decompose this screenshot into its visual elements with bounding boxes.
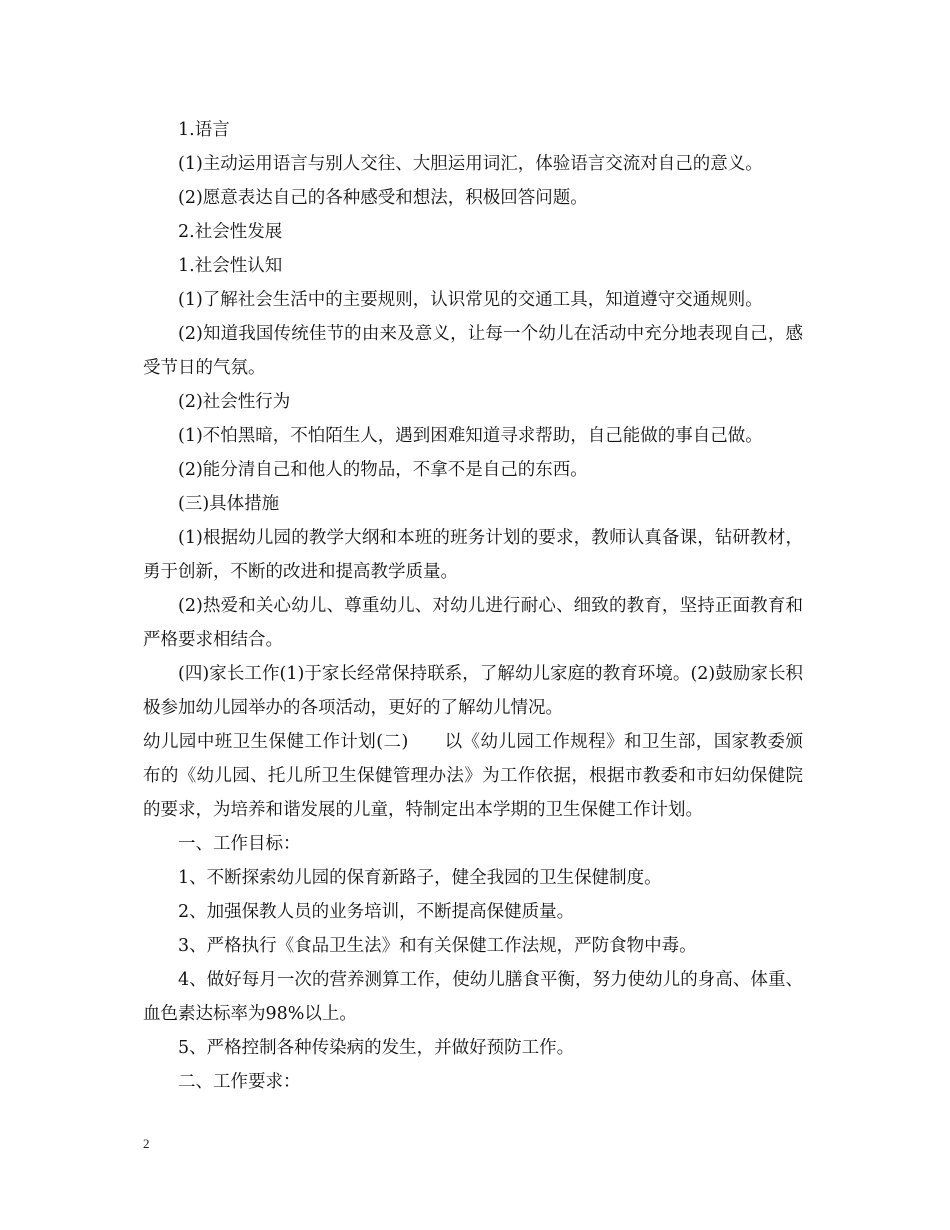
page-number: 2 bbox=[143, 1136, 150, 1151]
paragraph: (2)热爱和关心幼儿、尊重幼儿、对幼儿进行耐心、细致的教育，坚持正面教育和严格要求相结合。 bbox=[143, 596, 803, 650]
paragraph: 1.社会性认知 bbox=[178, 256, 283, 276]
paragraph: 2、加强保教人员的业务培训，不断提高保健质量。 bbox=[178, 902, 575, 922]
paragraph: (四)家长工作(1)于家长经常保持联系，了解幼儿家庭的教育环境。(2)鼓励家长积极参加幼儿园举办的各项活动，更好的了解幼儿情况。 bbox=[143, 664, 803, 718]
paragraph: (1)根据幼儿园的教学大纲和本班的班务计划的要求，教师认真备课，钻研教材，勇于创新，不断的改进和提高教学质量。 bbox=[143, 528, 803, 582]
paragraph: 3、严格执行《食品卫生法》和有关保健工作法规，严防食物中毒。 bbox=[178, 936, 697, 956]
paragraph: (三)具体措施 bbox=[178, 494, 280, 514]
paragraph: (1)不怕黑暗，不怕陌生人，遇到困难知道寻求帮助，自己能做的事自己做。 bbox=[178, 426, 763, 446]
paragraph: (2)愿意表达自己的各种感受和想法，积极回答问题。 bbox=[178, 188, 588, 208]
paragraph: (2)社会性行为 bbox=[178, 392, 291, 412]
paragraph: 1、不断探索幼儿园的保育新路子，健全我园的卫生保健制度。 bbox=[178, 868, 662, 888]
paragraph: (1)了解社会生活中的主要规则，认识常见的交通工具，知道遵守交通规则。 bbox=[178, 290, 763, 310]
paragraph: 4、做好每月一次的营养测算工作，使幼儿膳食平衡，努力使幼儿的身高、体重、血色素达标率为98%以上。 bbox=[143, 970, 803, 1024]
paragraph: 二、工作要求： bbox=[178, 1072, 301, 1092]
paragraph: (1)主动运用语言与别人交往、大胆运用词汇，体验语言交流对自己的意义。 bbox=[178, 154, 763, 174]
paragraph: 一、工作目标： bbox=[178, 834, 301, 854]
paragraph: (2)知道我国传统佳节的由来及意义，让每一个幼儿在活动中充分地表现自己，感受节日的气氛。 bbox=[143, 324, 803, 378]
paragraph: 1.语言 bbox=[178, 120, 230, 140]
paragraph: 2.社会性发展 bbox=[178, 222, 283, 242]
paragraph: 5、严格控制各种传染病的发生，并做好预防工作。 bbox=[178, 1038, 575, 1058]
paragraph: 幼儿园中班卫生保健工作计划(二) 以《幼儿园工作规程》和卫生部，国家教委颁布的《幼儿园、托儿所卫生保健管理办法》为工作依据，根据市教委和市妇幼保健院的要求，为培养和谐发展的儿童，特制定出本学期的卫生保健工作计划。 bbox=[143, 732, 803, 820]
paragraph: (2)能分清自己和他人的物品，不拿不是自己的东西。 bbox=[178, 460, 588, 480]
document-body bbox=[0, 113, 950, 1099]
